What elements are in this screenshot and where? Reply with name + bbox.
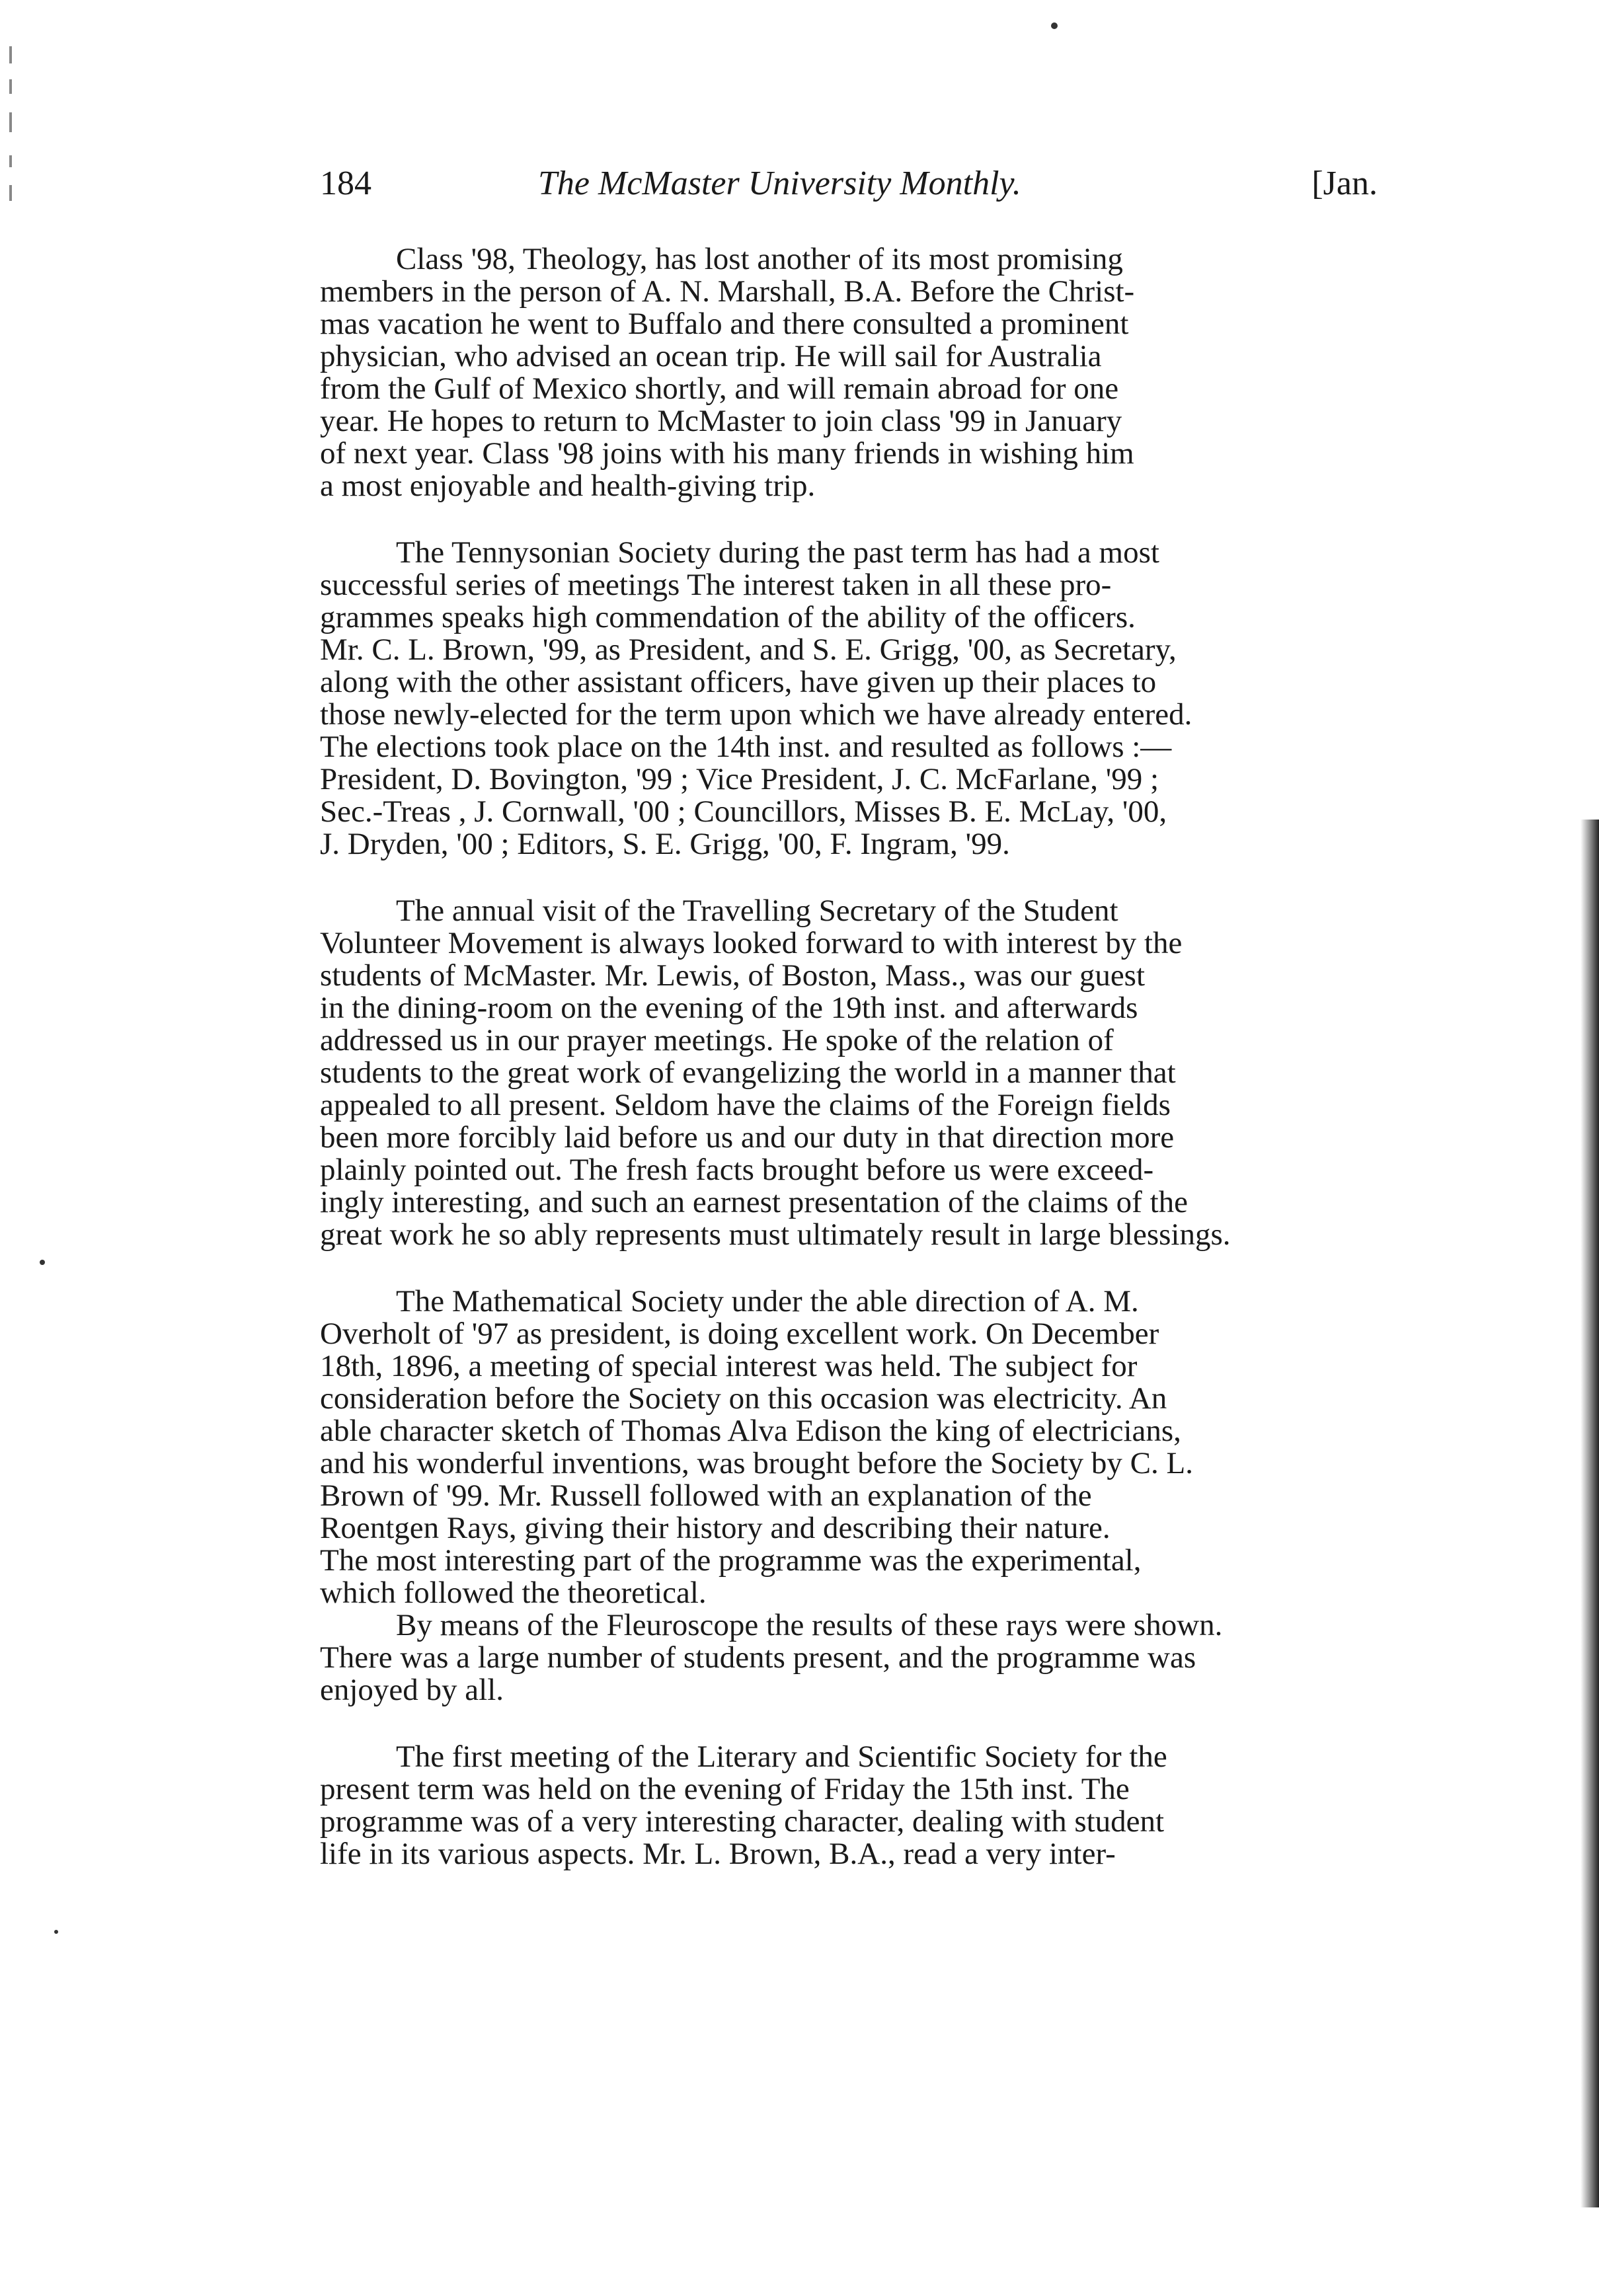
paragraph-class-98 — [320, 243, 1376, 502]
text-line: mas vacation he went to Buffalo and there consulted a prominent — [320, 307, 1129, 341]
text-line: in the dining-room on the evening of the 19th inst. and afterwards — [320, 991, 1138, 1025]
text-line: year. He hopes to return to McMaster to join class '99 in January — [320, 404, 1122, 438]
text-line: successful series of meetings The interest taken in all these pro- — [320, 568, 1112, 602]
text-line: programme was of a very interesting character, dealing with student — [320, 1804, 1165, 1839]
text-line: from the Gulf of Mexico shortly, and will remain abroad for one — [320, 371, 1119, 406]
text-line: The elections took place on the 14th inst. and resulted as follows :— — [320, 730, 1172, 764]
scan-artifact-mark — [9, 46, 12, 63]
paragraph-student-volunteer — [320, 895, 1376, 1251]
text-line: a most enjoyable and health-giving trip. — [320, 469, 816, 503]
text-line: Roentgen Rays, giving their history and describing their nature. — [320, 1511, 1111, 1545]
text-line: appealed to all present. Seldom have the claims of the Foreign fields — [320, 1088, 1171, 1122]
text-line: plainly pointed out. The fresh facts brought before us were exceed- — [320, 1153, 1154, 1187]
text-line: Overholt of '97 as president, is doing excellent work. On December — [320, 1317, 1159, 1351]
text-line: along with the other assistant officers, have given up their places to — [320, 665, 1157, 699]
scan-artifact-mark — [9, 112, 12, 132]
text-line: J. Dryden, '00 ; Editors, S. E. Grigg, '00, F. Ingram, '99. — [320, 827, 1010, 861]
paragraph-fleuroscope — [320, 1609, 1376, 1706]
text-line: There was a large number of students present, and the programme was — [320, 1640, 1196, 1675]
text-line: which followed the theoretical. — [320, 1576, 707, 1610]
text-line: The first meeting of the Literary and Scientific Society for the — [396, 1740, 1167, 1774]
text-line: The annual visit of the Travelling Secretary of the Student — [396, 894, 1118, 928]
scan-speck — [40, 1260, 45, 1265]
scan-speck — [54, 1930, 58, 1934]
text-line: of next year. Class '98 joins with his many friends in wishing him — [320, 436, 1134, 471]
text-line: and his wonderful inventions, was brought before the Society by C. L. — [320, 1446, 1193, 1480]
issue-month: [Jan. — [1311, 165, 1378, 202]
text-line: those newly-elected for the term upon which we have already entered. — [320, 697, 1192, 732]
text-line: physician, who advised an ocean trip. He will sail for Australia — [320, 339, 1102, 373]
text-line: 18th, 1896, a meeting of special interest was held. The subject for — [320, 1349, 1138, 1383]
text-line: life in its various aspects. Mr. L. Brown, B.A., read a very inter- — [320, 1837, 1116, 1871]
text-line: been more forcibly laid before us and our duty in that direction more — [320, 1120, 1175, 1155]
text-line: consideration before the Society on this occasion was electricity. An — [320, 1381, 1167, 1416]
text-line: The most interesting part of the programme was the experimental, — [320, 1543, 1142, 1578]
scan-speck — [1051, 22, 1058, 29]
text-line: great work he so ably represents must ultimately result in large blessings. — [320, 1217, 1231, 1252]
text-line: Sec.-Treas , J. Cornwall, '00 ; Councillors, Misses B. E. McLay, '00, — [320, 794, 1167, 829]
text-line: President, D. Bovington, '99 ; Vice President, J. C. McFarlane, '99 ; — [320, 762, 1159, 796]
text-line: students of McMaster. Mr. Lewis, of Boston, Mass., was our guest — [320, 958, 1146, 993]
scan-artifact-mark — [9, 155, 12, 167]
text-line: members in the person of A. N. Marshall, B.A. Before the Christ- — [320, 274, 1135, 309]
paragraph-tennysonian-society — [320, 537, 1376, 861]
scan-artifact-mark — [9, 79, 12, 94]
text-line: By means of the Fleuroscope the results of these rays were shown. — [396, 1608, 1223, 1642]
text-line: grammes speaks high commendation of the ability of the officers. — [320, 600, 1136, 634]
text-line: Brown of '99. Mr. Russell followed with an explanation of the — [320, 1478, 1092, 1513]
text-line: Class '98, Theology, has lost another of its most promising — [396, 242, 1123, 276]
text-column — [320, 243, 1376, 1905]
text-line: enjoyed by all. — [320, 1673, 504, 1707]
text-line: students to the great work of evangelizing the world in a manner that — [320, 1055, 1176, 1090]
text-line: The Tennysonian Society during the past term has had a most — [396, 535, 1159, 570]
running-header — [320, 164, 1378, 217]
page-number: 184 — [320, 165, 371, 202]
text-line: Volunteer Movement is always looked forward to with interest by the — [320, 926, 1183, 960]
text-line: The Mathematical Society under the able direction of A. M. — [396, 1284, 1139, 1319]
text-line: ingly interesting, and such an earnest presentation of the claims of the — [320, 1185, 1188, 1219]
text-line: present term was held on the evening of Friday the 15th inst. The — [320, 1772, 1130, 1806]
text-line: Mr. C. L. Brown, '99, as President, and S. E. Grigg, '00, as Secretary, — [320, 632, 1177, 667]
text-line: able character sketch of Thomas Alva Edison the king of electricians, — [320, 1414, 1181, 1448]
text-line: addressed us in our prayer meetings. He spoke of the relation of — [320, 1023, 1114, 1057]
scan-artifact-mark — [9, 185, 12, 201]
paragraph-mathematical-society — [320, 1285, 1376, 1609]
paragraph-literary-scientific-society — [320, 1741, 1376, 1870]
journal-title: The McMaster University Monthly. — [538, 165, 1021, 202]
scan-edge-shadow — [1580, 820, 1599, 2207]
